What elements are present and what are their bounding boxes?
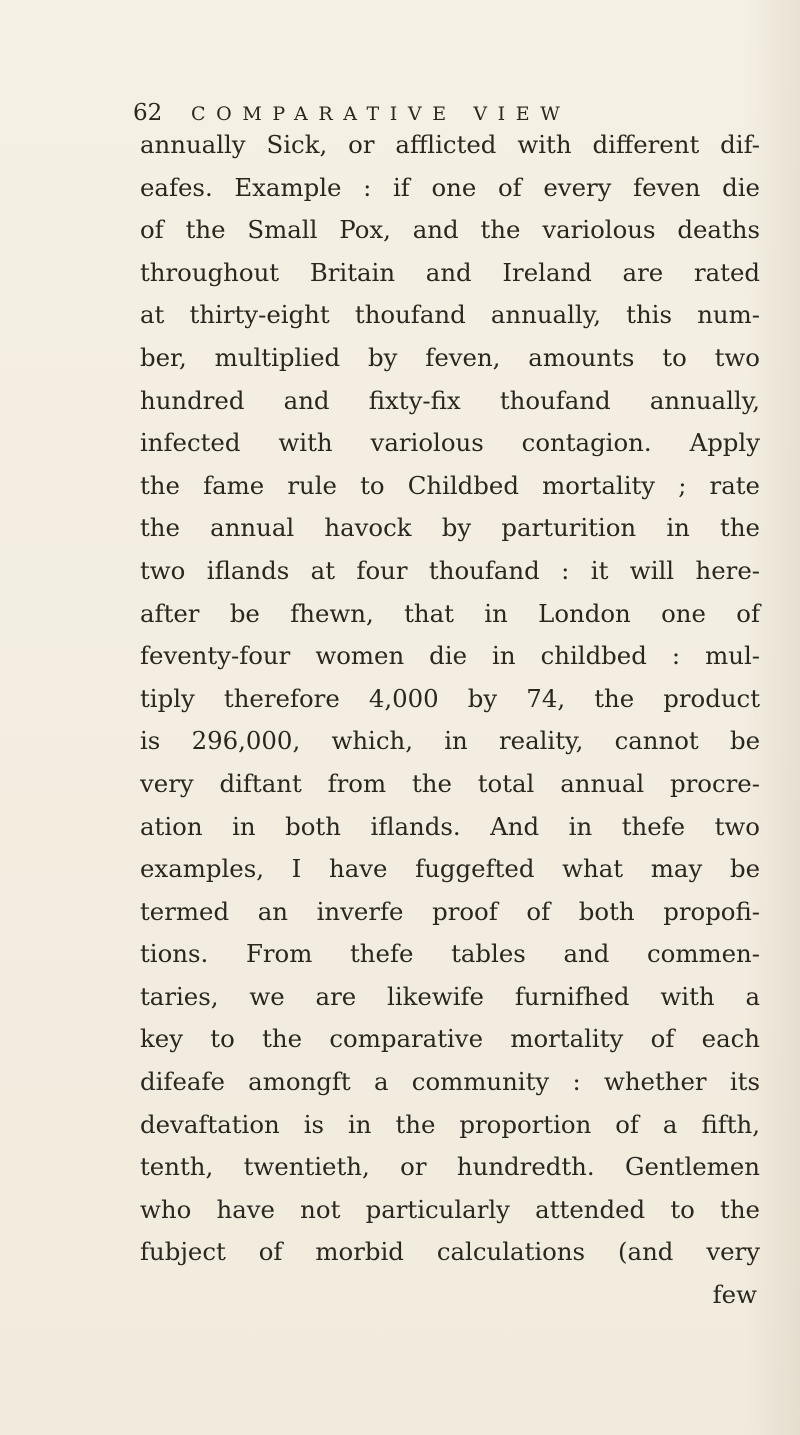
text-line: ber, multiplied by feven, amounts to two xyxy=(140,342,760,372)
text-line: key to the comparative mortality of each xyxy=(140,1024,760,1054)
text-line: tions. From thefe tables and commen- xyxy=(140,939,760,969)
text-line: tiply therefore 4,000 by 74, the product xyxy=(140,683,760,713)
text-line: throughout Britain and Ireland are rated xyxy=(140,257,760,287)
running-head-title: COMPARATIVE VIEW xyxy=(191,103,571,125)
text-line: is 296,000, which, in reality, cannot be xyxy=(140,726,760,756)
text-line: the annual havock by parturition in the xyxy=(140,513,760,543)
text-line: difeafe amongft a community : whether its xyxy=(140,1067,760,1097)
catchword: few xyxy=(712,1280,757,1310)
text-line: ation in both iflands. And in thefe two xyxy=(140,811,760,841)
text-line: who have not particularly attended to the xyxy=(140,1194,760,1224)
text-line: examples, I have fuggefted what may be xyxy=(140,854,760,884)
text-line: after be fhewn, that in London one of xyxy=(140,598,760,628)
text-line: at thirty-eight thoufand annually, this num- xyxy=(140,300,760,330)
body-text xyxy=(140,124,760,1317)
text-line: infected with variolous contagion. Apply xyxy=(140,428,760,458)
text-line: fubject of morbid calculations (and very xyxy=(140,1237,760,1267)
text-line: taries, we are likewife furnifhed with a xyxy=(140,981,760,1011)
text-line: annually Sick, or afflicted with different dif- xyxy=(140,130,760,159)
text-line: the fame rule to Childbed mortality ; rate xyxy=(140,470,760,500)
text-line: of the Small Pox, and the variolous deaths xyxy=(140,215,760,245)
page-number: 62 xyxy=(133,100,163,126)
text-line: two iflands at four thoufand : it will here- xyxy=(140,555,760,585)
text-line: tenth, twentieth, or hundredth. Gentlemen xyxy=(140,1152,760,1182)
text-line: termed an inverfe proof of both propofi- xyxy=(140,896,760,926)
text-line: very diftant from the total annual procre- xyxy=(140,768,760,798)
text-line: feventy-four women die in childbed : mul- xyxy=(140,641,760,671)
text-line: eafes. Example : if one of every feven die xyxy=(140,172,760,202)
text-line: hundred and fixty-fix thoufand annually, xyxy=(140,385,760,415)
text-line: devaftation is in the proportion of a fifth, xyxy=(140,1109,760,1139)
